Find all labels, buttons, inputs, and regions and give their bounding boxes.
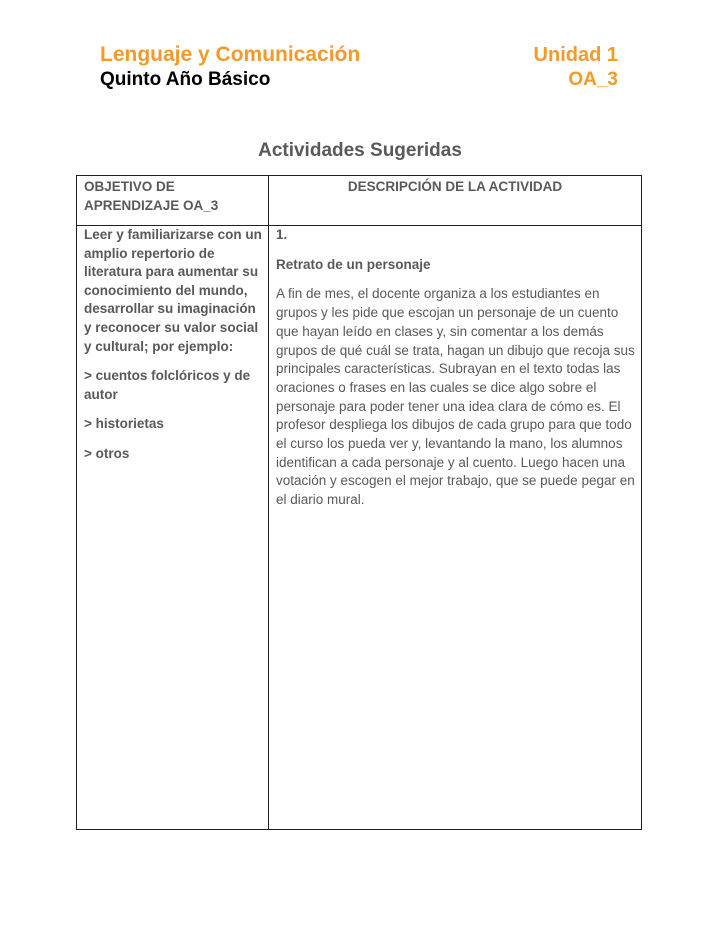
grade-label: Quinto Año Básico bbox=[100, 69, 271, 90]
description-cell bbox=[276, 226, 638, 510]
objective-item: > cuentos folclóricos y de autor bbox=[84, 368, 251, 402]
activity-description: A fin de mes, el docente organiza a los estudiantes en grupos y les pide que escojan un personaje de un cuento que hayan leído en clases y, sin comentar a los demás grupos de qué cuál se trata, hagan un dibujo que recoja sus principales características. Subrayan en el texto todas las oraciones o frases en las cuales se dice algo sobre el personaje para poder tener una idea clara de cómo es. El profesor despliega los dibujos de cada grupo para que todo el curso los pueda ver y, levantando la mano, los alumnos identifican a cada personaje y al cuento. Luego hacen una votación y escogen el mejor trabajo, que se puede pegar en el diario mural. bbox=[276, 286, 635, 508]
objective-column-header: OBJETIVO DE APRENDIZAJE OA_3 bbox=[84, 179, 219, 213]
objective-text: Leer y familiarizarse con un amplio repertorio de literatura para aumentar su conocimiento del mundo, desarrollar su imaginación y reconocer su valor social y cultural; por ejemplo: bbox=[84, 227, 262, 354]
table-column-divider bbox=[268, 176, 269, 829]
activities-table bbox=[76, 175, 642, 830]
header-row-bottom bbox=[100, 68, 618, 92]
activity-number: 1. bbox=[276, 227, 288, 242]
description-column-header: DESCRIPCIÓN DE LA ACTIVIDAD bbox=[347, 179, 563, 194]
header-row-top bbox=[100, 42, 618, 68]
objective-cell bbox=[84, 226, 266, 475]
section-title: Actividades Sugeridas bbox=[258, 140, 462, 161]
oa-label: OA_3 bbox=[568, 69, 618, 90]
objective-item: > historietas bbox=[84, 416, 164, 432]
activity-title: Retrato de un personaje bbox=[276, 256, 431, 272]
page-header bbox=[100, 42, 618, 92]
objective-item: > otros bbox=[84, 445, 130, 461]
unit-label: Unidad 1 bbox=[533, 44, 618, 66]
subject-title: Lenguaje y Comunicación bbox=[100, 43, 361, 66]
